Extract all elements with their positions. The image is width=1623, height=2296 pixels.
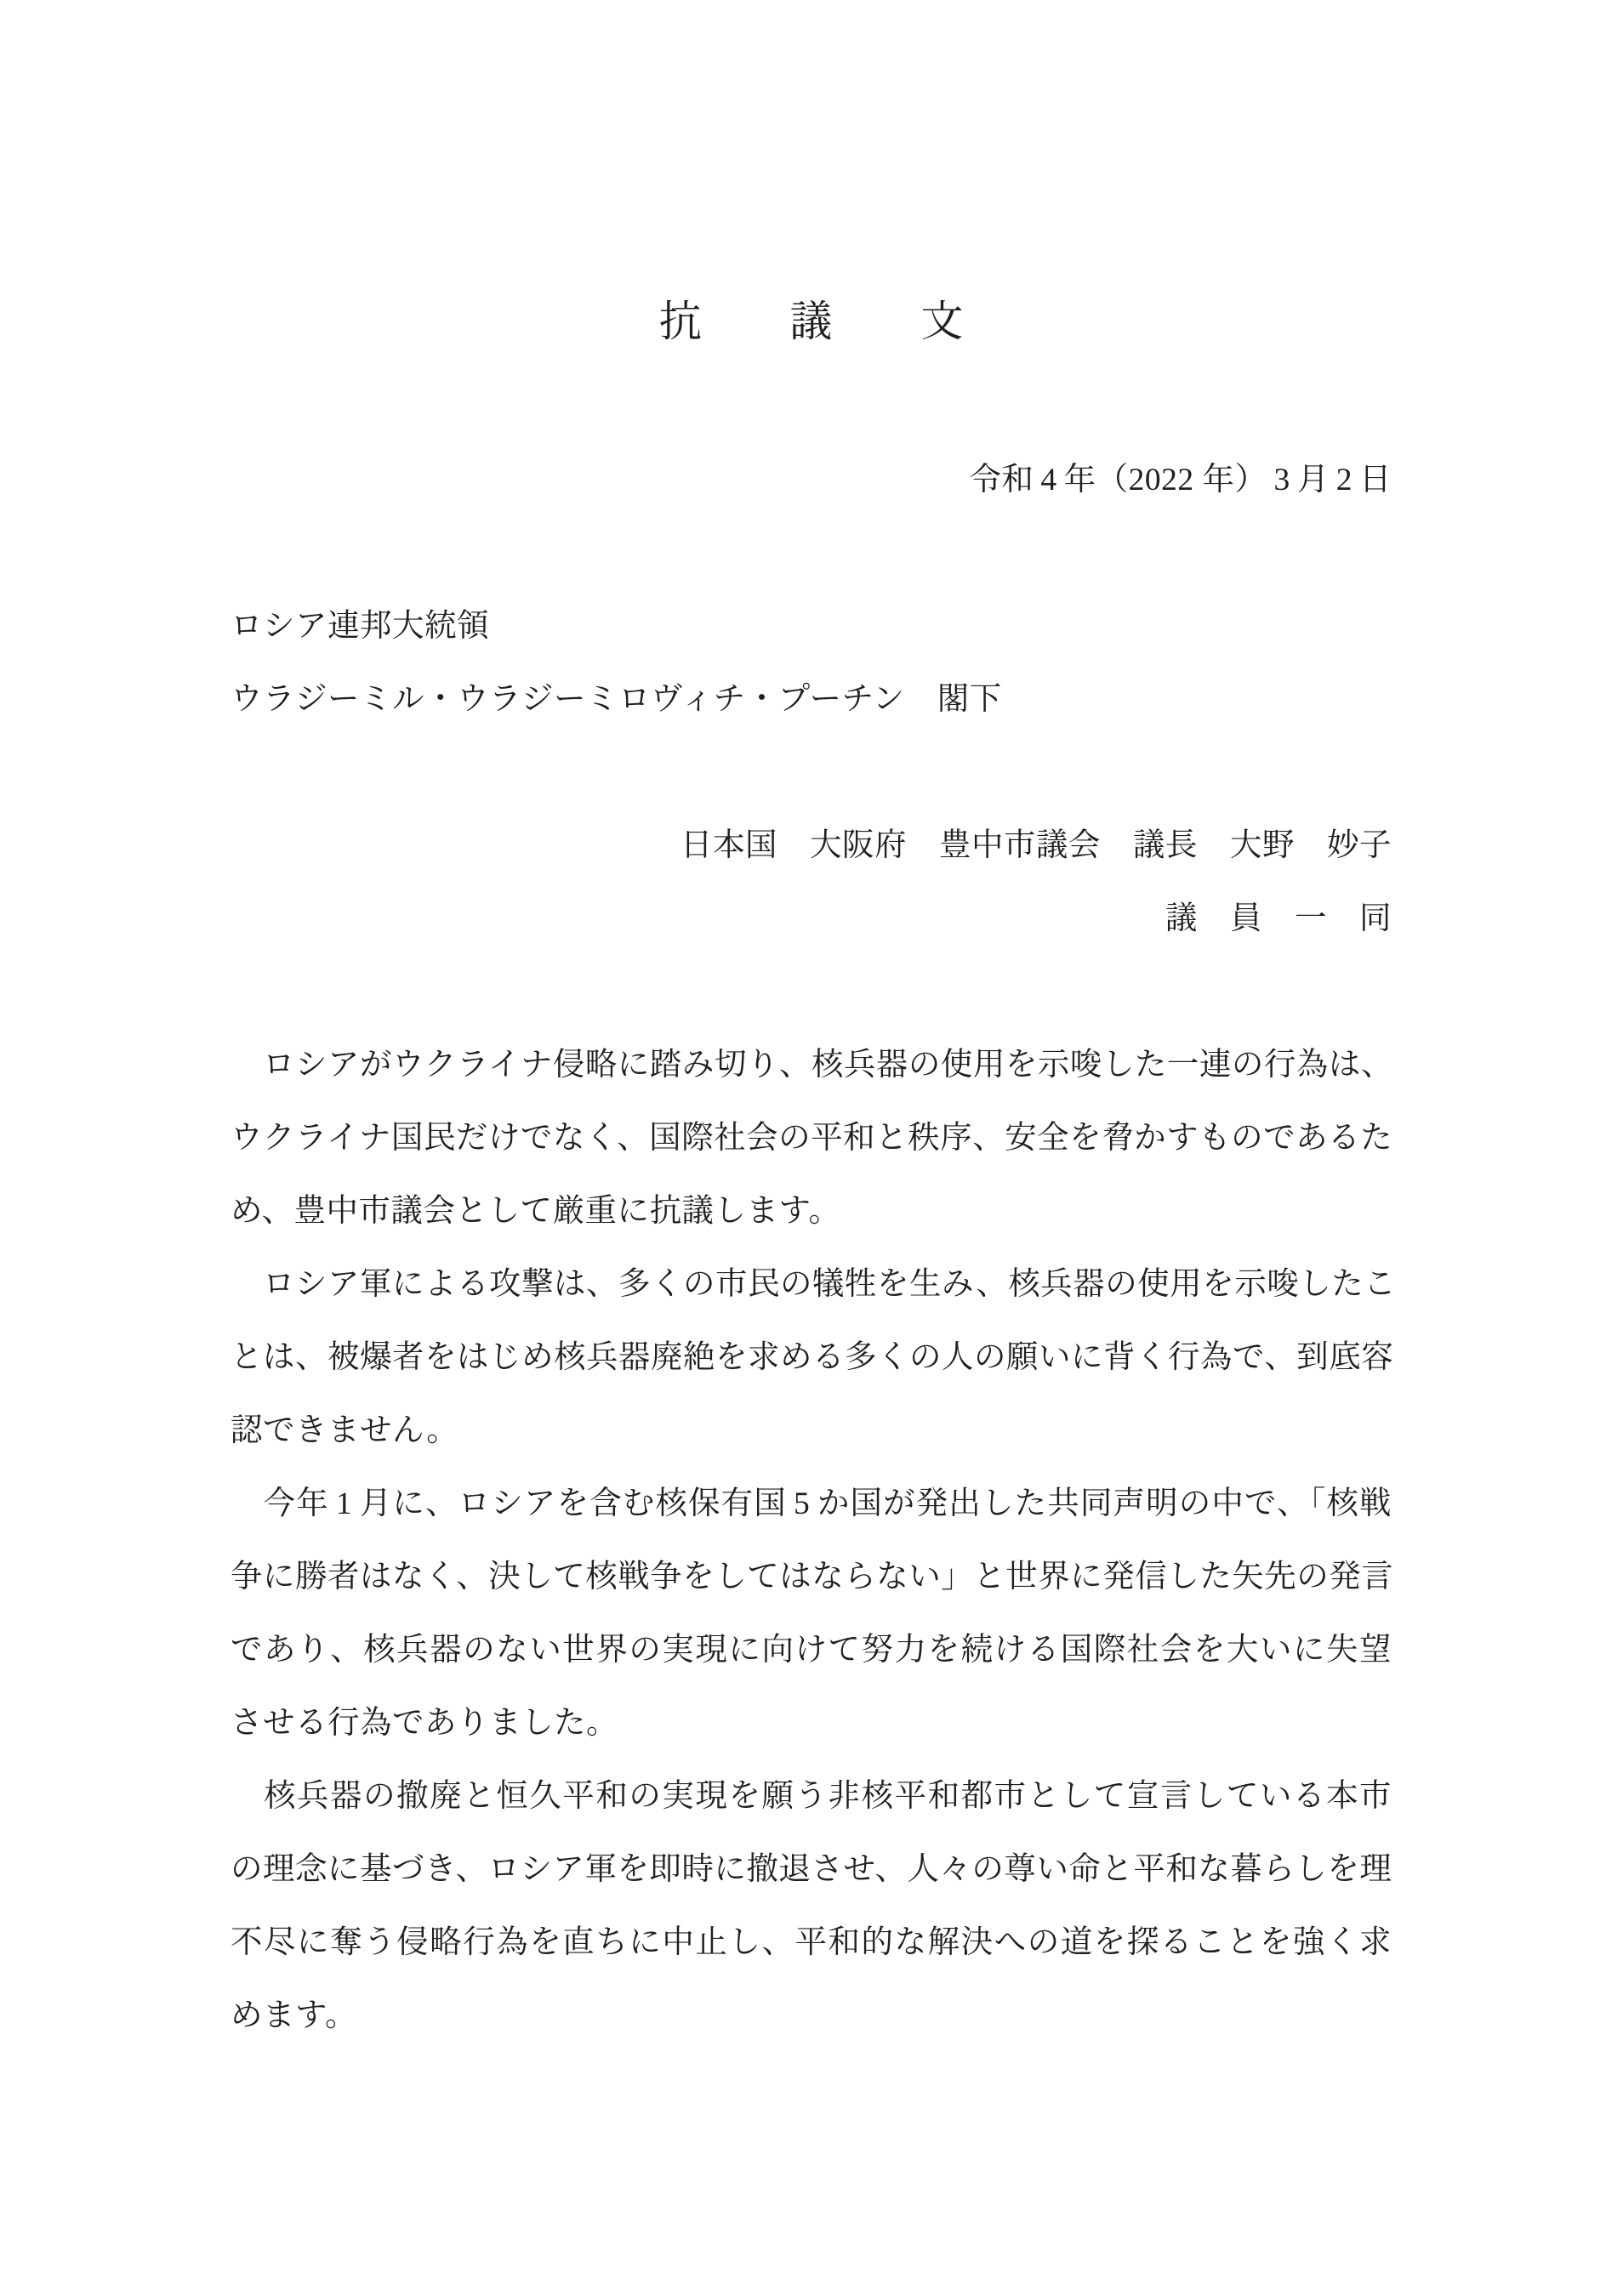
sender-line: 日本国 大阪府 豊中市議会 議長 大野 妙子 (681, 828, 1392, 863)
recipient-line: ロシア連邦大統領 (231, 609, 489, 644)
body-line: 今年 1 月に、ロシアを含む核保有国 5 か国が発出した共同声明の中で、「核戦 (231, 1486, 1392, 1521)
body-line: ロシア軍による攻撃は、多くの市民の犠牲を生み、核兵器の使用を示唆したこ (231, 1267, 1397, 1302)
spacer (231, 517, 1392, 590)
body-line: 争に勝者はなく、決して核戦争をしてはならない」と世界に発信した矢先の発言 (231, 1560, 1394, 1594)
body-line: 認できません。 (231, 1413, 459, 1448)
sender-line: 議 員 一 同 (1165, 901, 1392, 936)
body-line: ロシアがウクライナ侵略に踏み切り、核兵器の使用を示唆した一連の行為は、 (231, 1048, 1393, 1083)
body-line: であり、核兵器のない世界の実現に向けて努力を続ける国際社会を大いに失望 (231, 1633, 1392, 1668)
body-line: の理念に基づき、ロシア軍を即時に撤退させ、人々の尊い命と平和な暮らしを理 (231, 1852, 1392, 1887)
document-title: 抗 議 文 (658, 298, 987, 345)
body-line: ウクライナ国民だけでなく、国際社会の平和と秩序、安全を脅かすものであるた (231, 1121, 1393, 1156)
recipient-line: ウラジーミル・ウラジーミロヴィチ・プーチン 閣下 (231, 682, 1002, 717)
spacer (231, 956, 1392, 1029)
body-line: させる行為でありました。 (231, 1706, 618, 1741)
body-line: とは、被爆者をはじめ核兵器廃絶を求める多くの人の願いに背く行為で、到底容 (231, 1340, 1394, 1375)
body-line: めます。 (231, 1998, 357, 2033)
body-line: 核兵器の撤廃と恒久平和の実現を願う非核平和都市として宣言している本市 (231, 1779, 1392, 1814)
letter-content (231, 285, 1397, 2053)
spacer (231, 358, 1392, 431)
body-line: 不尽に奪う侵略行為を直ちに中止し、平和的な解決への道を探ることを強く求 (231, 1925, 1392, 1960)
spacer (231, 736, 1392, 810)
body-line: め、豊中市議会として厳重に抗議します。 (231, 1194, 841, 1229)
date-line: 令和 4 年（2022 年） 3 月 2 日 (969, 463, 1392, 497)
